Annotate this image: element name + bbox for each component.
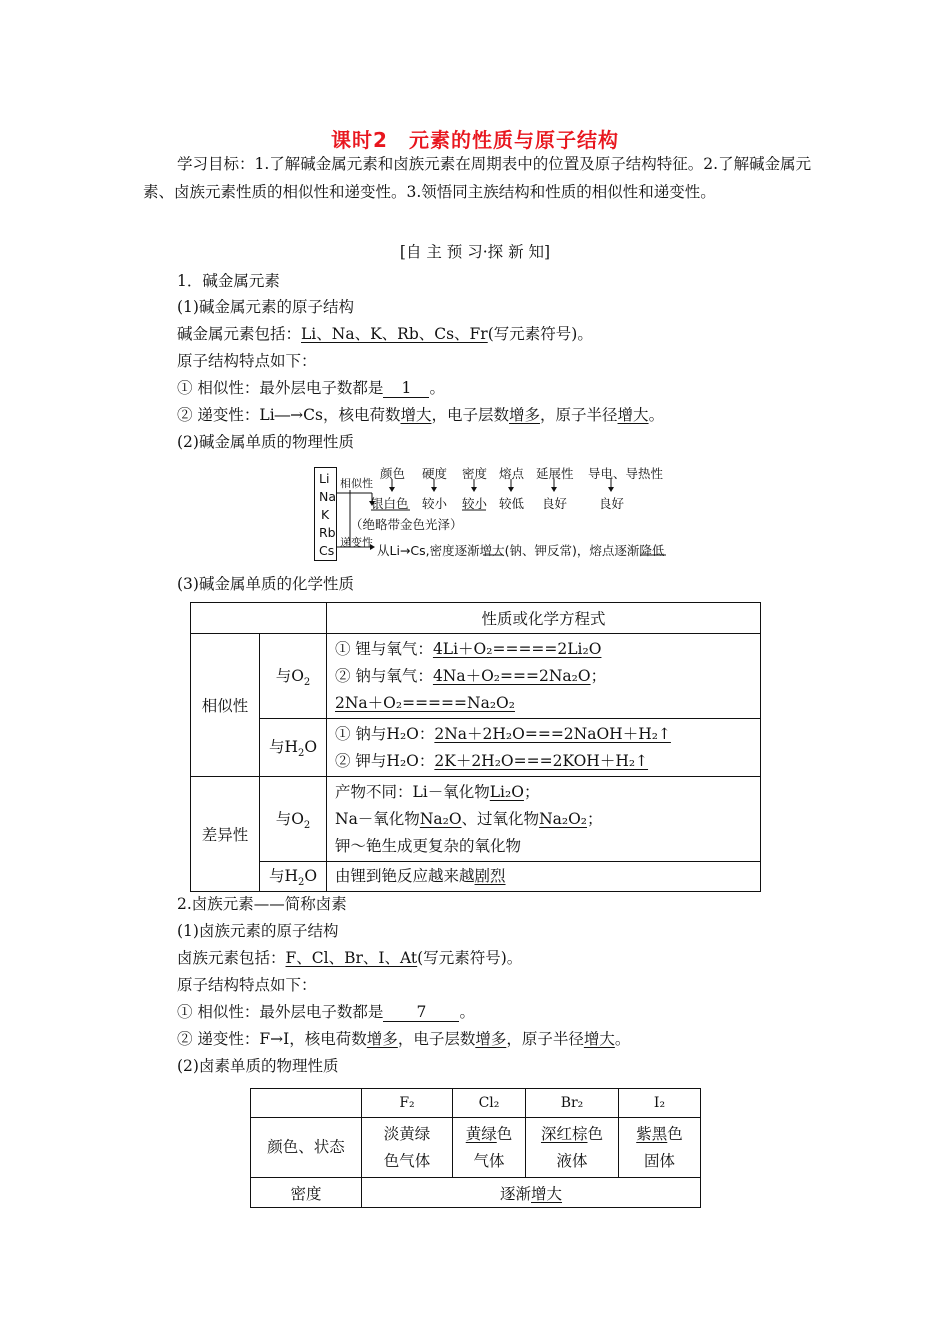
text: 色 xyxy=(667,1124,683,1143)
table-cell xyxy=(251,1089,362,1118)
difference-label: 差异性 xyxy=(191,777,260,892)
element-cs: Cs xyxy=(319,543,335,558)
with-h2o-label: 与$H_2O$ xyxy=(260,862,327,892)
alkali-heading: 1．碱金属元素 xyxy=(177,272,280,290)
answer-blank: F、Cl、Br、I、At xyxy=(285,949,418,967)
text: 气体 xyxy=(473,1151,505,1170)
text: 逐渐 xyxy=(499,1184,531,1203)
text: ② 递变性：F→I，核电荷数 xyxy=(177,1030,367,1048)
text: ，原子半径 xyxy=(540,406,618,424)
text: 与H xyxy=(268,867,298,886)
value-ductility: 良好 xyxy=(542,496,568,511)
prop-ductility: 延展性 xyxy=(536,466,574,481)
halogen-similarity xyxy=(177,1001,475,1023)
answer-blank: 增多 xyxy=(475,1030,507,1048)
text: (钠、钾反常)，熔点逐渐 xyxy=(504,543,640,558)
answer-blank: 增多 xyxy=(366,1030,398,1048)
text: 。 xyxy=(614,1030,631,1048)
text: 卤族元素包括： xyxy=(177,949,286,967)
equation: 2Na＋2H₂O===2NaOH＋H₂↑ xyxy=(434,724,671,743)
prop-conductivity: 导电、导热性 xyxy=(588,466,664,481)
text: 色 xyxy=(496,1124,513,1143)
text: 与H xyxy=(268,738,298,757)
text: ① 锂与氧气： xyxy=(335,639,433,658)
text-line xyxy=(526,1121,618,1148)
text: ； xyxy=(523,782,540,801)
page-title: 课时2 元素的性质与原子结构 xyxy=(331,128,619,152)
text: 色气体 xyxy=(383,1151,431,1170)
text: ，原子半径 xyxy=(506,1030,584,1048)
text: Na－氧化物 xyxy=(335,809,420,828)
text: 固体 xyxy=(643,1151,675,1170)
col-f2: F₂ xyxy=(362,1089,453,1118)
halogen-sub1: (1)卤族元素的原子结构 xyxy=(177,922,339,940)
i2-color-state xyxy=(619,1118,701,1178)
element-k: K xyxy=(321,507,330,522)
text: ① 钠与H₂O： xyxy=(335,724,435,743)
similarity-label: 相似性 xyxy=(191,634,260,777)
answer-blank: 增大 xyxy=(583,1030,615,1048)
table-cell xyxy=(191,603,327,634)
prop-melting-point: 熔点 xyxy=(499,466,525,481)
text: 由锂到铯反应越来越 xyxy=(335,867,475,885)
equation-line xyxy=(335,636,760,663)
row-label-color-state: 颜色、状态 xyxy=(251,1118,362,1178)
alkali-chem-table xyxy=(190,602,761,892)
table-row xyxy=(251,1118,701,1178)
text: 。 xyxy=(459,1003,475,1021)
col-cl2: Cl₂ xyxy=(453,1089,526,1118)
text: 从Li→Cs,密度逐渐 xyxy=(377,543,480,558)
row-label-density: 密度 xyxy=(251,1178,362,1208)
value-melting-point: 较低 xyxy=(499,496,525,511)
alkali-sub3: (3)碱金属单质的化学性质 xyxy=(177,575,354,593)
answer-blank: Na₂O xyxy=(419,809,462,828)
answer-blank: 增大 xyxy=(479,543,505,558)
halogen-features: 原子结构特点如下： xyxy=(177,976,317,994)
equation: 4Na＋O₂===2Na₂O xyxy=(432,666,591,685)
equation-line xyxy=(335,690,760,717)
trend-text xyxy=(377,541,664,559)
with-o2-label: 与$O_2$ xyxy=(260,777,327,862)
text: 与O xyxy=(275,809,304,828)
text: 色 xyxy=(587,1124,604,1143)
text: ； xyxy=(590,666,607,685)
equation-line xyxy=(335,663,760,690)
text-line xyxy=(619,1121,700,1148)
alkali-physical-diagram xyxy=(314,463,684,563)
table-row xyxy=(191,777,761,862)
color-note: （绝略带金色光泽） xyxy=(350,517,463,532)
o2-reactions xyxy=(327,634,761,719)
element-rb: Rb xyxy=(319,525,336,540)
text: (写元素符号)。 xyxy=(487,325,593,343)
text: ① 相似性：最外层电子数都是 xyxy=(177,379,384,397)
diff-h2o xyxy=(327,862,761,892)
text: 产物不同：Li－氧化物 xyxy=(335,782,490,801)
equation-line xyxy=(335,721,760,748)
density-trend xyxy=(362,1178,701,1208)
text: ； xyxy=(587,809,603,828)
alkali-similarity xyxy=(177,377,445,399)
text-line xyxy=(335,806,760,833)
table-row xyxy=(251,1089,701,1118)
text: ① 相似性：最外层电子数都是 xyxy=(177,1003,384,1021)
with-h2o-label: 与$H_2O$ xyxy=(260,719,327,777)
text: 淡黄绿 xyxy=(383,1124,431,1143)
text: ② 递变性：Li―→Cs，核电荷数 xyxy=(177,406,401,424)
text-line xyxy=(335,779,760,806)
equation-line xyxy=(335,748,760,775)
br2-color-state xyxy=(526,1118,619,1178)
table-row xyxy=(251,1178,701,1208)
h2o-reactions xyxy=(327,719,761,777)
text: 碱金属元素包括： xyxy=(177,325,302,343)
alkali-features: 原子结构特点如下： xyxy=(177,352,317,370)
answer-blank: Li₂O xyxy=(489,782,524,801)
text: ，电子层数 xyxy=(397,1030,476,1048)
table-row xyxy=(191,719,761,777)
alkali-sub2: (2)碱金属单质的物理性质 xyxy=(177,433,354,451)
answer-blank: 剧烈 xyxy=(474,867,506,885)
answer-blank: 紫黑 xyxy=(636,1124,668,1143)
element-li: Li xyxy=(319,471,330,486)
element-na: Na xyxy=(319,489,337,504)
with-o2-label: 与$O_2$ xyxy=(260,634,327,719)
trend-label: 递变性 xyxy=(340,536,373,549)
text: ，电子层数 xyxy=(431,406,510,424)
cl2-color-state xyxy=(453,1118,526,1178)
answer-blank: 1 xyxy=(383,379,429,398)
text: 液体 xyxy=(556,1151,588,1170)
answer-blank: 降低 xyxy=(639,543,665,558)
text: 与O xyxy=(275,666,304,685)
col-i2: I₂ xyxy=(619,1089,701,1118)
answer-blank: 深红棕 xyxy=(540,1124,588,1143)
halogen-includes xyxy=(177,947,522,969)
similarity-label: 相似性 xyxy=(340,477,373,490)
col-br2: Br₂ xyxy=(526,1089,619,1118)
table-row xyxy=(191,634,761,719)
text: 。 xyxy=(648,406,665,424)
equation: 2K＋2H₂O===2KOH＋H₂↑ xyxy=(434,751,649,770)
value-density: 较小 xyxy=(462,496,488,511)
prop-hardness: 硬度 xyxy=(422,466,448,481)
diff-o2 xyxy=(327,777,761,862)
answer-blank: 增大 xyxy=(400,406,432,424)
alkali-trend xyxy=(177,404,664,426)
text-line xyxy=(453,1121,525,1148)
text: 。 xyxy=(429,379,445,397)
table-header: 性质或化学方程式 xyxy=(327,603,761,634)
value-conductivity: 良好 xyxy=(599,496,625,511)
text: 、过氧化物 xyxy=(461,809,540,828)
answer-blank: 增多 xyxy=(509,406,541,424)
table-row xyxy=(191,603,761,634)
section-header: [自 主 预 习·探 新 知] xyxy=(399,243,551,261)
prop-density: 密度 xyxy=(462,466,488,481)
answer-blank: 7 xyxy=(383,1003,459,1022)
answer-blank: 增大 xyxy=(617,406,649,424)
text-line: 钾～铯生成更复杂的氧化物 xyxy=(335,836,522,855)
answer-blank: Na₂O₂ xyxy=(539,809,588,828)
value-hardness: 较小 xyxy=(422,496,448,511)
f2-color-state xyxy=(362,1118,453,1178)
equation: 4Li＋O₂=====2Li₂O xyxy=(432,639,602,658)
equation: 2Na＋O₂=====Na₂O₂ xyxy=(335,693,515,712)
prop-color: 颜色 xyxy=(380,466,406,481)
halogen-phys-table xyxy=(250,1088,701,1208)
halogen-trend xyxy=(177,1028,630,1050)
text: (写元素符号)。 xyxy=(417,949,523,967)
answer-blank: 增大 xyxy=(531,1184,563,1203)
answer-blank: Li、Na、K、Rb、Cs、Fr xyxy=(301,325,488,343)
answer-blank: 黄绿 xyxy=(465,1124,497,1143)
table-row xyxy=(191,862,761,892)
text: ② 钾与H₂O： xyxy=(335,751,435,770)
halogen-sub2: (2)卤素单质的物理性质 xyxy=(177,1057,339,1075)
halogen-heading: 2.卤族元素——简称卤素 xyxy=(177,895,347,913)
text: ② 钠与氧气： xyxy=(335,666,433,685)
alkali-sub1: (1)碱金属元素的原子结构 xyxy=(177,298,354,316)
learning-objectives: 学习目标：1.了解碱金属元素和卤族元素在周期表中的位置及原子结构特征。2.了解碱金属元素、卤族元素性质的相似性和递变性。3.领悟同主族结构和性质的相似性和递变性。 xyxy=(143,155,812,201)
value-color: 银白色 xyxy=(371,496,409,511)
alkali-includes xyxy=(177,323,593,345)
